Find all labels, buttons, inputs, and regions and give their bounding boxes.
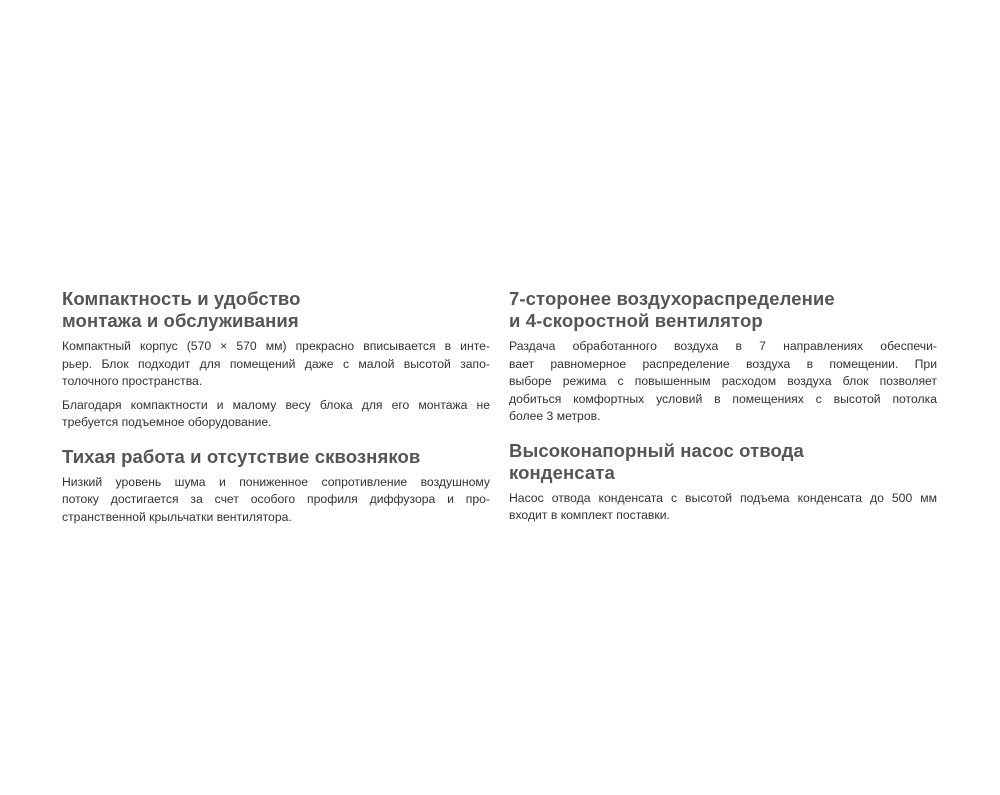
text-line: более 3 метров.	[509, 409, 601, 423]
section-title	[509, 288, 937, 332]
title-line: Тихая работа и отсутствие сквозняков	[62, 445, 421, 467]
paragraph	[509, 338, 937, 426]
title-line: Высоконапорный насос отвода	[509, 439, 804, 461]
right-column	[509, 288, 937, 539]
section-title	[509, 440, 937, 484]
paragraph	[62, 397, 490, 432]
text-line: Раздача обработанного воздуха в 7 направлениях обеспечи-	[509, 339, 937, 353]
section-quiet-operation	[62, 446, 490, 527]
title-line: монтажа и обслуживания	[62, 310, 299, 331]
section-condensate-pump	[509, 440, 937, 525]
title-line: Компактность и удобство	[62, 288, 301, 309]
text-line: странственной крыльчатки вентилятора.	[62, 509, 292, 524]
text-line: рьер. Блок подходит для помещений даже с малой высотой запо-	[62, 356, 490, 371]
text-line: толочного пространства.	[62, 374, 203, 388]
text-line: вает равномерное распределение воздуха в помещении. При	[509, 356, 937, 371]
paragraph	[62, 338, 490, 391]
title-line: и 4-скоростной вентилятор	[509, 310, 763, 331]
text-line: Компактный корпус (570 × 570 мм) прекрасно вписывается в инте-	[62, 339, 490, 353]
section-title	[62, 288, 490, 332]
title-line: конденсата	[509, 461, 615, 483]
paragraph	[509, 490, 937, 525]
section-compactness	[62, 288, 490, 432]
section-title	[62, 446, 490, 468]
text-line: Благодаря компактности и малому весу блока для его монтажа не	[62, 397, 490, 412]
text-line: добиться комфортных условий в помещениях с высотой потолка	[509, 391, 937, 406]
text-line: входит в комплект поставки.	[509, 508, 670, 522]
left-column	[62, 288, 490, 540]
text-line: Низкий уровень шума и пониженное сопротивление воздушному	[62, 474, 490, 489]
section-air-distribution	[509, 288, 937, 426]
text-line: потоку достигается за счет особого профиля диффузора и про-	[62, 492, 490, 506]
title-line: 7-сторонее воздухораспределение	[509, 288, 835, 309]
paragraph	[62, 474, 490, 527]
text-line: Насос отвода конденсата с высотой подъема конденсата до 500 мм	[509, 490, 937, 505]
text-line: выборе режима с повышенным расходом воздуха блок позволяет	[509, 374, 937, 388]
text-line: требуется подъемное оборудование.	[62, 415, 272, 429]
